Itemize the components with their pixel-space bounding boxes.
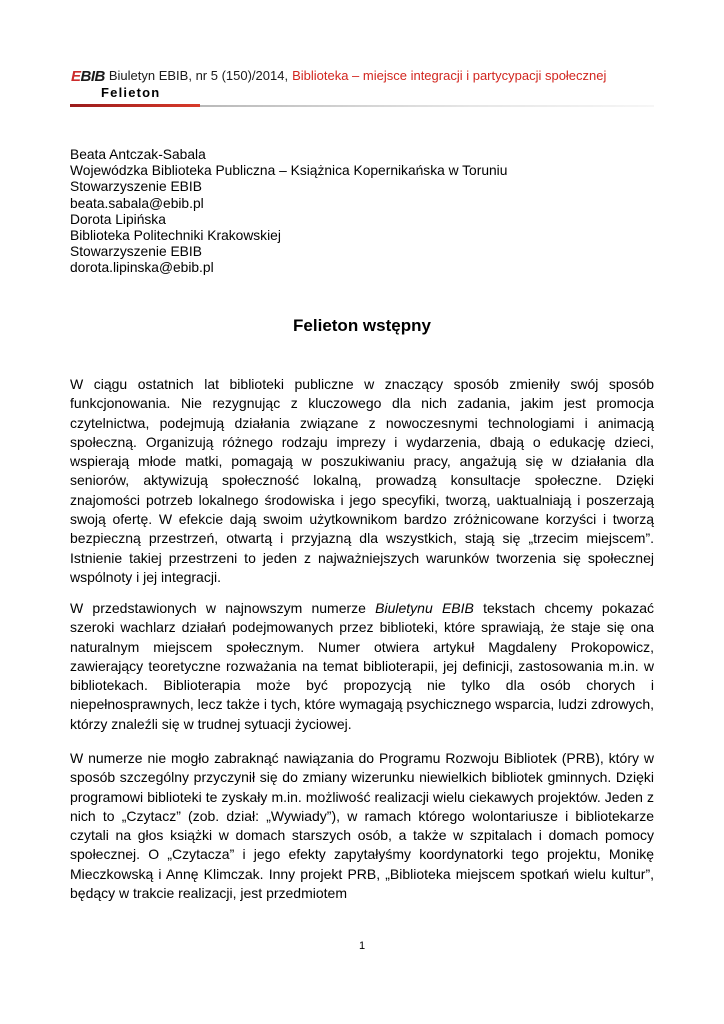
section-label: Felieton bbox=[101, 85, 161, 100]
author-name: Beata Antczak-Sabala bbox=[70, 147, 206, 162]
paragraph bbox=[70, 599, 654, 734]
running-header bbox=[71, 68, 671, 101]
author-email[interactable]: beata.sabala@ebib.pl bbox=[70, 195, 204, 211]
paragraph-text: tekstach chcemy pokazać szeroki wachlarz działań podejmowanych przez biblioteki, które sprawiają, że staje się ona naturalnym miejscem społecznym. Numer otwiera artykuł Magdaleny Prokopowicz, zawierający teoretyczne rozważania na temat biblioterapii, jej definicji, zastosowania m.in. w bibliotekach. Biblioterapia może być propozycją nie tylko dla osób chorych i niepełnosprawnych, lecz także i tych, które wymagają psychicznego wsparcia, ludzi zdrowych, którzy znaleźli się w trudnej sytuacji życiowej. bbox=[70, 600, 655, 732]
logo-letter-e: E bbox=[71, 68, 81, 85]
issue-theme: Biblioteka – miejsce integracji i partycypacji społecznej bbox=[292, 68, 607, 83]
paragraph: W numerze nie mogło zabraknąć nawiązania do Programu Rozwoju Bibliotek (PRB), który w sposób szczególny przyczynił się do zmiany wizerunku niewielkich bibliotek gminnych. Dzięki programowi biblioteki te zyskały m.in. możliwość realizacji wielu ciekawych projektów. Jeden z nich to „Czytacz” (zob. dział: „Wywiady”), w ramach którego wolontariusze i bibliotekarze czytali na głos książki w domach starszych osób, a także w szpitalach i domach pomocy społecznej. O „Czytacza” i jego efekty zapytałyśmy koordynatorki tego projektu, Monikę Mieczkowską i Annę Klimczak. Inny projekt PRB, „Biblioteka miejscem spotkań wielu kultur”, będący w trakcie realizacji, jest przedmiotem bbox=[70, 750, 654, 902]
paragraph-text: W przedstawionych w najnowszym numerze bbox=[70, 600, 376, 616]
author-association: Stowarzyszenie EBIB bbox=[70, 244, 202, 260]
author-name: Dorota Lipińska bbox=[70, 211, 166, 227]
author-affiliation: Biblioteka Politechniki Krakowskiej bbox=[70, 228, 281, 244]
divider-red-segment bbox=[70, 104, 200, 107]
article-title: Felieton wstępny bbox=[293, 316, 431, 335]
author-block bbox=[70, 147, 507, 277]
header-line bbox=[71, 68, 671, 84]
header-divider bbox=[70, 104, 654, 107]
ebib-logo bbox=[71, 69, 105, 85]
author-association: Stowarzyszenie EBIB bbox=[70, 179, 202, 195]
logo-letters-bib: BIB bbox=[80, 68, 105, 85]
author-affiliation: Wojewódzka Biblioteka Publiczna – Książnica Kopernikańska w Toruniu bbox=[70, 163, 508, 179]
author-email[interactable]: dorota.lipinska@ebib.pl bbox=[70, 260, 214, 276]
journal-name-italic: Biuletynu EBIB bbox=[375, 600, 474, 616]
paragraph: W ciągu ostatnich lat biblioteki publiczne w znaczący sposób zmieniły swój sposób funkcjonowania. Nie rezygnując z kluczowego dla nich zadania, jakim jest promocja czytelnictwa, podejmują działania związane z nowoczesnymi technologiami i animacją społeczną. Organizują różnego rodzaju imprezy i wydarzenia, dbają o edukację dzieci, wspierają młode matki, pomagają w poszukiwaniu pracy, angażują się w działania dla seniorów, aktywizują społeczność lokalną, prowadzą konsultacje społeczne. Dzięki znajomości potrzeb lokalnego środowiska i jego specyfiki, tworzą, uaktualniają i poszerzają swoją ofertę. W efekcie dają swoim użytkownikom bardzo zróżnicowane korzyści i tworzą bezpieczną przestrzeń, otwartą i przyjazną dla wszystkich, stają się „trzecim miejscem”. Istnienie takiej przestrzeni to jeden z najważniejszych warunków tworzenia się społecznej wspólnoty i jej integracji. bbox=[70, 376, 654, 585]
journal-issue: Biuletyn EBIB, nr 5 (150)/2014, bbox=[108, 68, 289, 83]
page-number: 1 bbox=[358, 940, 366, 952]
divider-gray-segment bbox=[200, 105, 654, 107]
